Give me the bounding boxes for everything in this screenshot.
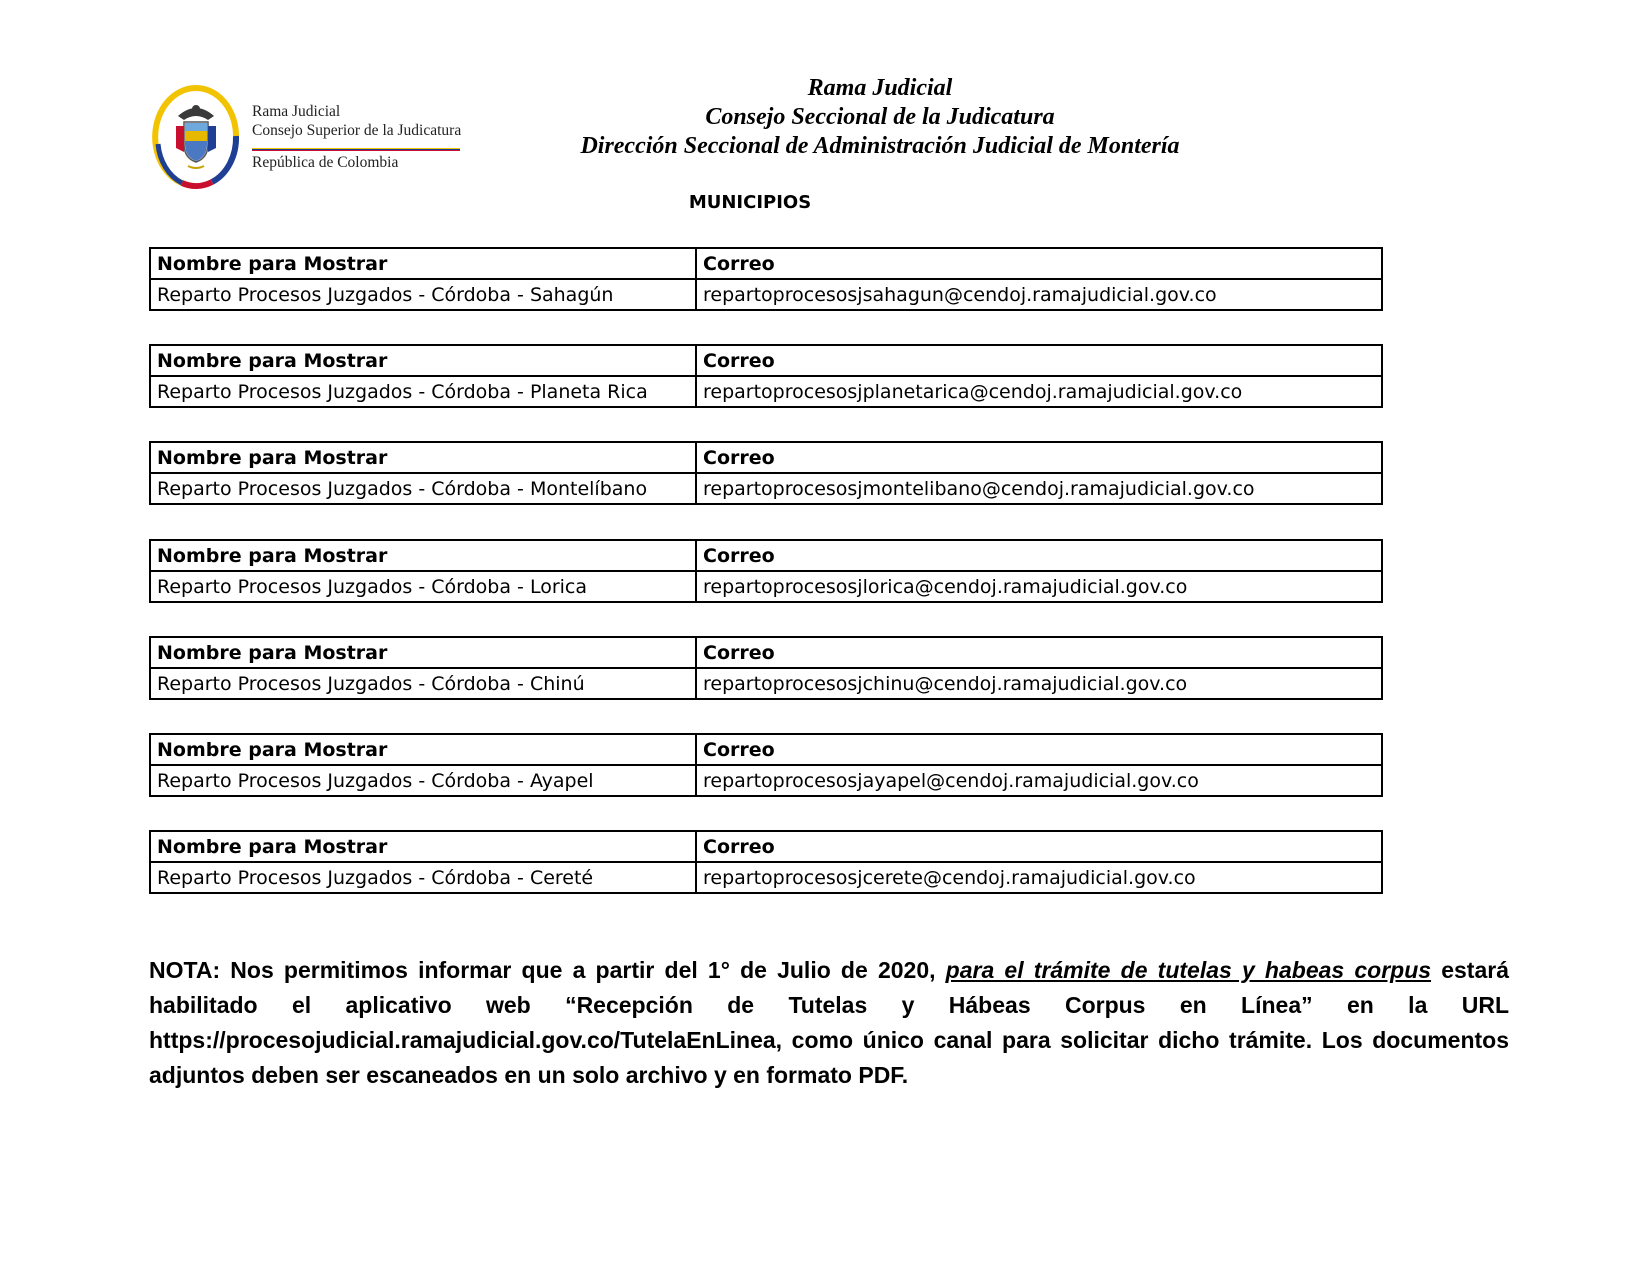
header-name-cell: Nombre para Mostrar bbox=[150, 345, 696, 376]
note-label: NOTA: bbox=[149, 957, 221, 983]
document-heading bbox=[540, 74, 1220, 161]
table-row bbox=[150, 571, 1382, 602]
section-title: MUNICIPIOS bbox=[688, 192, 812, 213]
table-header-row bbox=[150, 540, 1382, 571]
heading-line-3: Dirección Seccional de Administración Judicial de Montería bbox=[580, 133, 1180, 159]
logo-line-consejo-superior: Consejo Superior de la Judicatura bbox=[252, 122, 462, 139]
display-name-cell: Reparto Procesos Juzgados - Córdoba - Lorica bbox=[150, 571, 696, 602]
display-name-cell: Reparto Procesos Juzgados - Córdoba - Sahagún bbox=[150, 279, 696, 310]
logo-tricolor-rule bbox=[252, 148, 460, 152]
table-row bbox=[150, 862, 1382, 893]
logo-line-republica: República de Colombia bbox=[252, 154, 399, 171]
table-header-row bbox=[150, 734, 1382, 765]
note-emphasis: para el trámite de tutelas y habeas corpus bbox=[945, 957, 1432, 983]
table-row bbox=[150, 376, 1382, 407]
header-email-cell: Correo bbox=[696, 442, 1382, 473]
email-cell[interactable]: repartoprocesosjcerete@cendoj.ramajudicial.gov.co bbox=[696, 862, 1382, 893]
email-cell[interactable]: repartoprocesosjlorica@cendoj.ramajudicial.gov.co bbox=[696, 571, 1382, 602]
display-name-cell: Reparto Procesos Juzgados - Córdoba - Chinú bbox=[150, 668, 696, 699]
table-header-row bbox=[150, 248, 1382, 279]
header-name-cell: Nombre para Mostrar bbox=[150, 442, 696, 473]
rama-judicial-logo bbox=[152, 82, 462, 194]
display-name-cell: Reparto Procesos Juzgados - Córdoba - Cereté bbox=[150, 862, 696, 893]
header-name-cell: Nombre para Mostrar bbox=[150, 248, 696, 279]
contact-table-ayapel bbox=[149, 733, 1383, 797]
email-cell[interactable]: repartoprocesosjmontelibano@cendoj.ramajudicial.gov.co bbox=[696, 473, 1382, 504]
header-name-cell: Nombre para Mostrar bbox=[150, 734, 696, 765]
colombia-coat-of-arms-seal-icon bbox=[152, 82, 242, 194]
email-cell[interactable]: repartoprocesosjchinu@cendoj.ramajudicial.gov.co bbox=[696, 668, 1382, 699]
note-text-before: Nos permitimos informar que a partir del 1° de Julio de 2020, bbox=[220, 957, 946, 983]
table-row bbox=[150, 473, 1382, 504]
note-paragraph bbox=[149, 953, 1509, 1093]
contact-table-lorica bbox=[149, 539, 1383, 603]
display-name-cell: Reparto Procesos Juzgados - Córdoba - Ayapel bbox=[150, 765, 696, 796]
heading-line-1: Rama Judicial bbox=[807, 75, 953, 101]
email-cell[interactable]: repartoprocesosjayapel@cendoj.ramajudicial.gov.co bbox=[696, 765, 1382, 796]
contact-table-sahagun bbox=[149, 247, 1383, 311]
header-email-cell: Correo bbox=[696, 831, 1382, 862]
table-row bbox=[150, 279, 1382, 310]
table-row bbox=[150, 765, 1382, 796]
header-email-cell: Correo bbox=[696, 637, 1382, 668]
table-header-row bbox=[150, 345, 1382, 376]
email-cell[interactable]: repartoprocesosjsahagun@cendoj.ramajudicial.gov.co bbox=[696, 279, 1382, 310]
contact-table-cerete bbox=[149, 830, 1383, 894]
header-email-cell: Correo bbox=[696, 345, 1382, 376]
header-name-cell: Nombre para Mostrar bbox=[150, 831, 696, 862]
logo-line-rama-judicial: Rama Judicial bbox=[252, 103, 341, 120]
table-header-row bbox=[150, 442, 1382, 473]
contact-table-montelibano bbox=[149, 441, 1383, 505]
display-name-cell: Reparto Procesos Juzgados - Córdoba - Montelíbano bbox=[150, 473, 696, 504]
header-email-cell: Correo bbox=[696, 734, 1382, 765]
table-header-row bbox=[150, 831, 1382, 862]
header-email-cell: Correo bbox=[696, 248, 1382, 279]
note-text-after: estará habilitado el aplicativo web “Recepción de Tutelas y Hábeas Corpus en Línea” en la URL https://procesojudicial.ramajudicial.gov.co/TutelaEnLinea, como único canal para solicitar dicho trámite. Los documentos adjuntos deben ser escaneados en un solo archivo y en formato PDF. bbox=[149, 957, 1509, 1088]
header-email-cell: Correo bbox=[696, 540, 1382, 571]
contact-table-planeta-rica bbox=[149, 344, 1383, 408]
header-name-cell: Nombre para Mostrar bbox=[150, 540, 696, 571]
contact-table-chinu bbox=[149, 636, 1383, 700]
heading-line-2: Consejo Seccional de la Judicatura bbox=[705, 104, 1055, 130]
display-name-cell: Reparto Procesos Juzgados - Córdoba - Planeta Rica bbox=[150, 376, 696, 407]
table-header-row bbox=[150, 637, 1382, 668]
header-name-cell: Nombre para Mostrar bbox=[150, 637, 696, 668]
table-row bbox=[150, 668, 1382, 699]
email-cell[interactable]: repartoprocesosjplanetarica@cendoj.ramajudicial.gov.co bbox=[696, 376, 1382, 407]
